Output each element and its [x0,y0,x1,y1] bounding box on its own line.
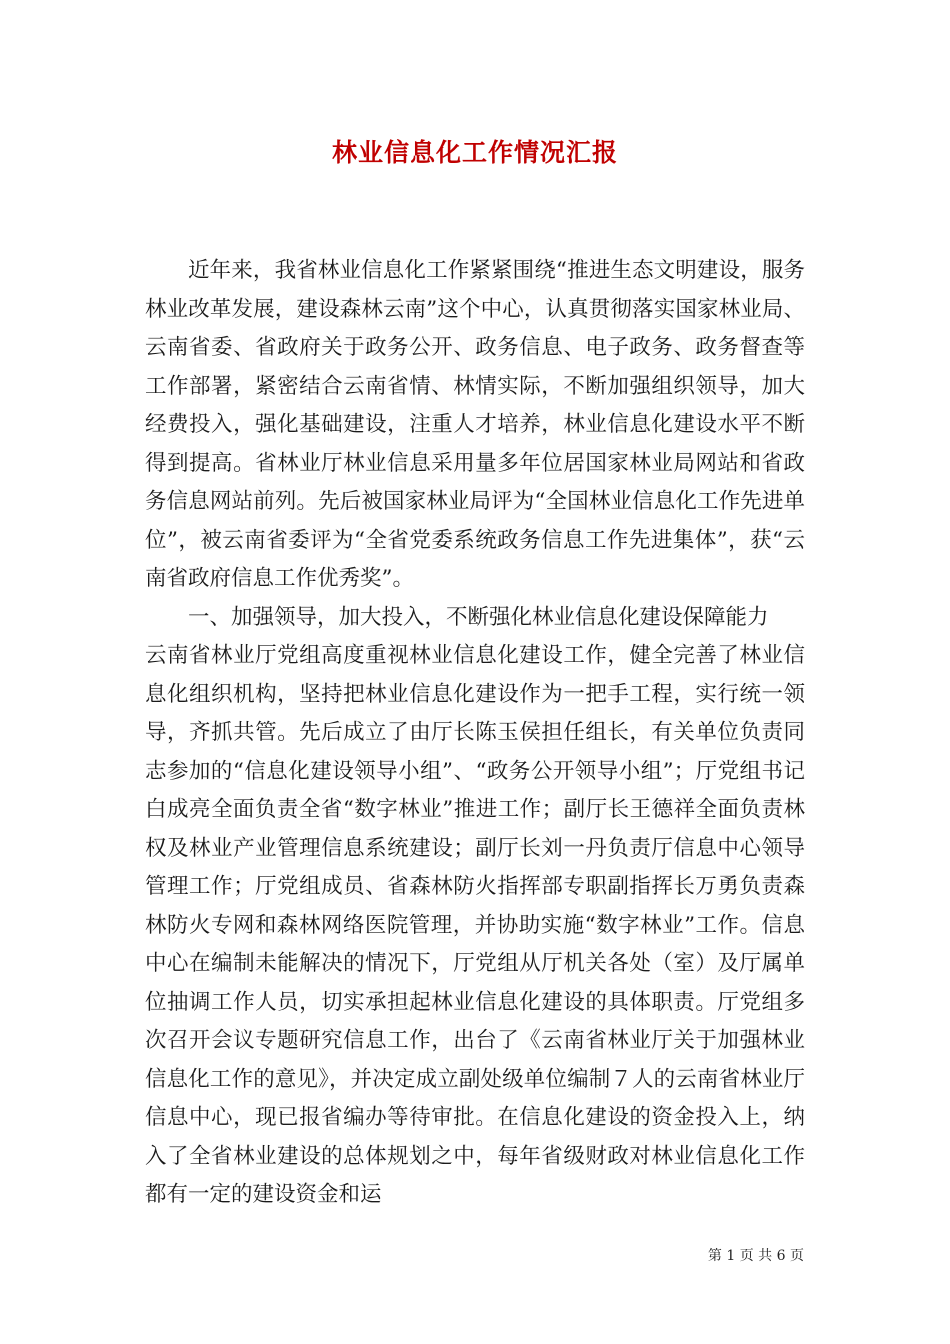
intro-paragraph: 近年来，我省林业信息化工作紧紧围绕“推进生态文明建设，服务林业改革发展，建设森林云南”这个中心，认真贯彻落实国家林业局、云南省委、省政府关于政务公开、政务信息、电子政务、政务督查等工作部署，紧密结合云南省情、林情实际，不断加强组织领导，加大经费投入，强化基础建设，注重人才培养，林业信息化建设水平不断得到提高。省林业厅林业信息采用量多年位居国家林业局网站和省政务信息网站前列。先后被国家林业局评为“全国林业信息化工作先进单位”，被云南省委评为“全省党委系统政务信息工作先进集体”，获“云南省政府信息工作优秀奖”。 [145,258,805,591]
section-heading: 一、加强领导，加大投入，不断强化林业信息化建设保障能力 [188,604,769,630]
page-number: 第 1 页 共 6 页 [707,1248,804,1264]
document-body [145,252,805,1215]
section-paragraph: 云南省林业厅党组高度重视林业信息化建设工作，健全完善了林业信息化组织机构，坚持把林业信息化建设作为一把手工程，实行统一领导，齐抓共管。先后成立了由厅长陈玉侯担任组长，有关单位负责同志参加的“信息化建设领导小组”、“政务公开领导小组”；厅党组书记白成亮全面负责全省“数字林业”推进工作；副厅长王德祥全面负责林权及林业产业管理信息系统建设；副厅长刘一丹负责厅信息中心领导管理工作；厅党组成员、省森林防火指挥部专职副指挥长万勇负责森林防火专网和森林网络医院管理，并协助实施“数字林业”工作。信息中心在编制未能解决的情况下，厅党组从厅机关各处（室）及厅属单位抽调工作人员，切实承担起林业信息化建设的具体职责。厅党组多次召开会议专题研究信息工作，出台了《云南省林业厅关于加强林业信息化工作的意见》，并决定成立副处级单位编制７人的云南省林业厅信息中心，现已报省编办等待审批。在信息化建设的资金投入上，纳入了全省林业建设的总体规划之中，每年省级财政对林业信息化工作都有一定的建设资金和运 [145,643,805,1207]
page-title: 林业信息化工作情况汇报 [331,138,618,167]
